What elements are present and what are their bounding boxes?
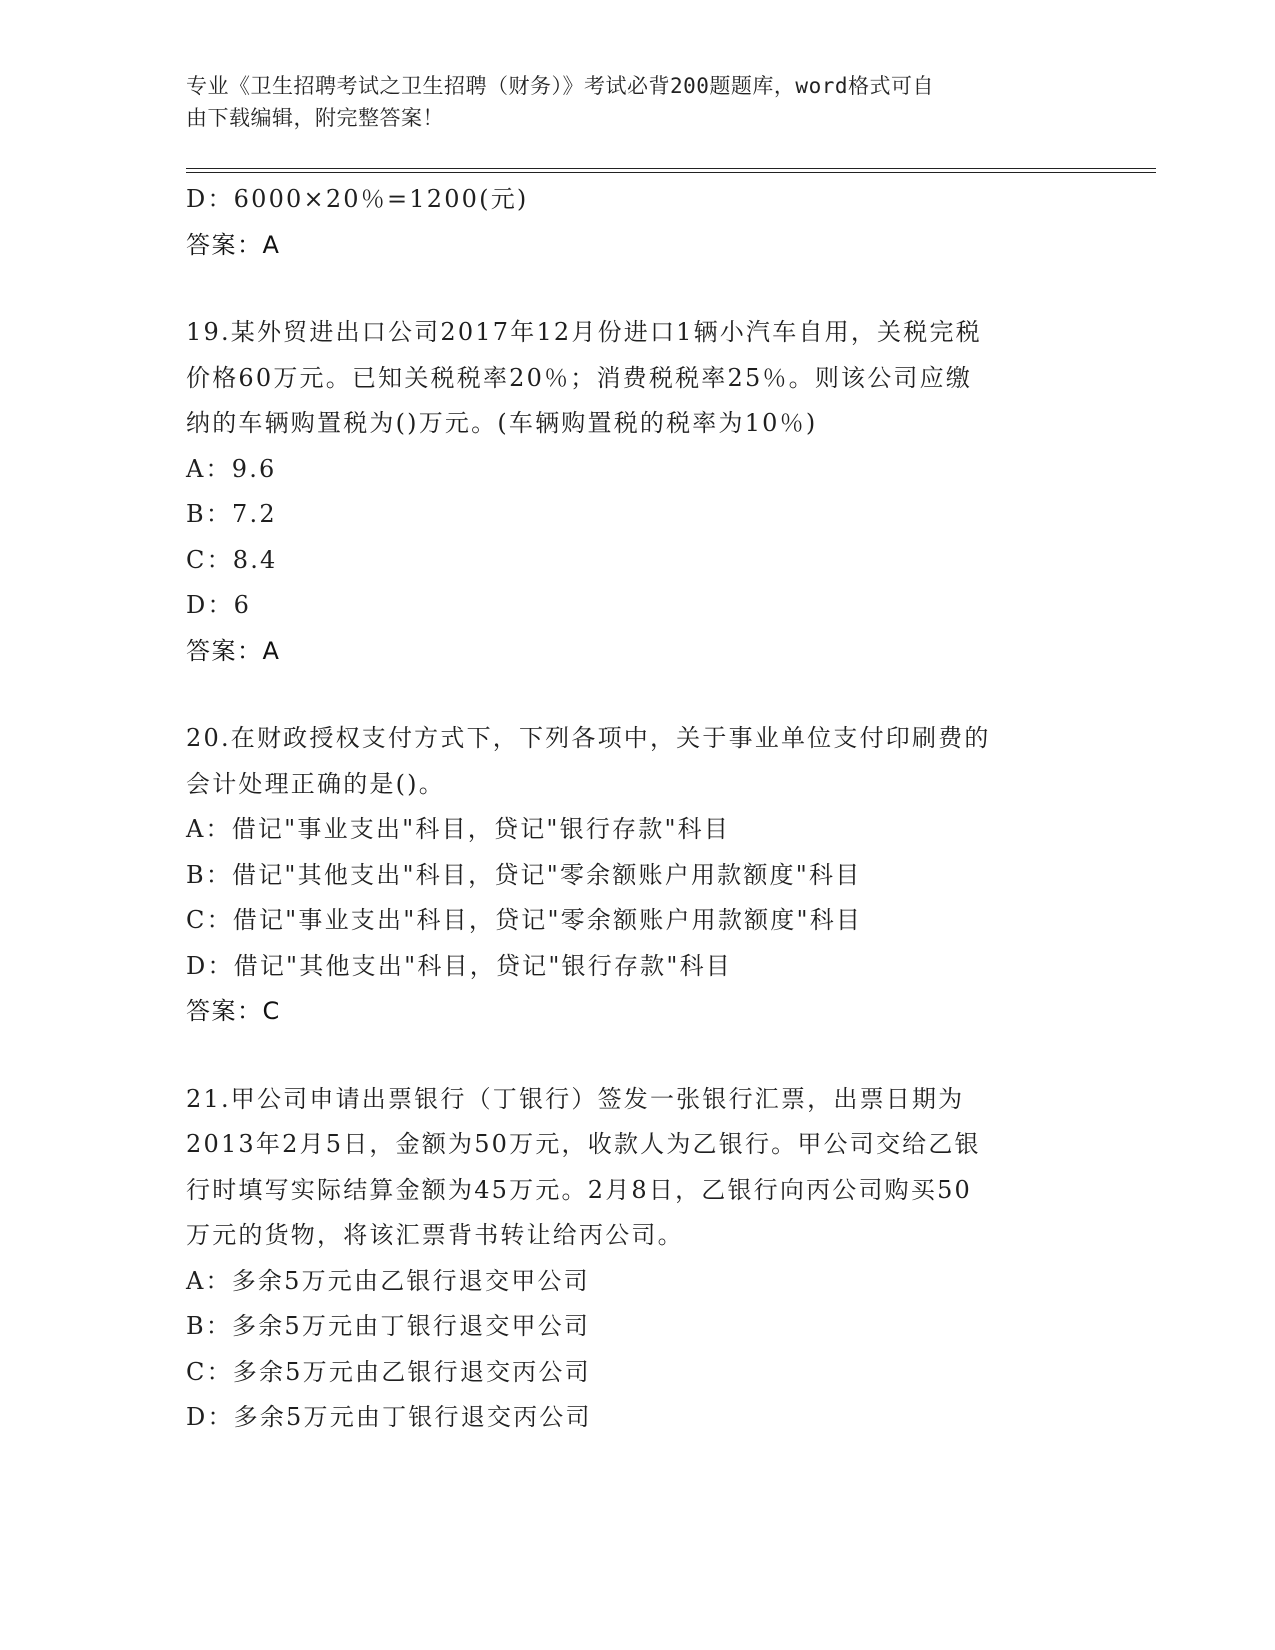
question-20-option-d: D：借记"其他支出"科目，贷记"银行存款"科目	[186, 951, 732, 980]
question-20-option-b: B：借记"其他支出"科目，贷记"零余额账户用款额度"科目	[186, 860, 862, 889]
question-19-option-c: C：8.4	[186, 545, 278, 574]
question-20-option-c: C：借记"事业支出"科目，贷记"零余额账户用款额度"科目	[186, 906, 863, 934]
question-21-option-a: A：多余5万元由乙银行退交甲公司	[186, 1266, 590, 1295]
header-title-line-1: 专业《卫生招聘考试之卫生招聘（财务）》考试必背200题题库，word格式可自	[186, 74, 934, 98]
question-20-text-line: 20.在财政授权支付方式下，下列各项中，关于事业单位支付印刷费的	[186, 724, 991, 752]
question-19-text-line: 纳的车辆购置税为()万元。(车辆购置税的税率为10％)	[186, 409, 818, 437]
question-19-text-line: 价格60万元。已知关税税率20％；消费税税率25％。则该公司应缴	[186, 363, 973, 392]
header-title-line-2: 由下载编辑，附完整答案！	[186, 106, 444, 130]
document-header	[186, 70, 1066, 134]
question-21-text-line: 21.甲公司申请出票银行（丁银行）签发一张银行汇票，出票日期为	[186, 1084, 965, 1113]
question-21-option-b: B：多余5万元由丁银行退交甲公司	[186, 1312, 591, 1340]
question-19	[186, 310, 1156, 674]
question-20-answer: 答案：C	[186, 997, 281, 1025]
question-21-text-line: 行时填写实际结算金额为45万元。2月8日，乙银行向丙公司购买50	[186, 1175, 973, 1204]
header-divider	[186, 168, 1156, 173]
prev-option-d: D：6000×20％=1200(元)	[186, 185, 529, 213]
question-21	[186, 1077, 1156, 1441]
question-21-text-line: 2013年2月5日，金额为50万元，收款人为乙银行。甲公司交给乙银	[186, 1130, 981, 1158]
question-19-text-line: 19.某外贸进出口公司2017年12月份进口1辆小汽车自用，关税完税	[186, 318, 982, 346]
question-19-option-a: A：9.6	[186, 454, 277, 483]
question-19-answer: 答案：A	[186, 636, 281, 665]
question-19-option-b: B：7.2	[186, 500, 277, 528]
question-21-option-d: D：多余5万元由丁银行退交丙公司	[186, 1403, 592, 1431]
prev-answer: 答案：A	[186, 230, 281, 259]
question-21-text-line: 万元的货物，将该汇票背书转让给丙公司。	[186, 1221, 684, 1249]
question-20-text-line: 会计处理正确的是()。	[186, 769, 445, 798]
question-20	[186, 716, 1156, 1035]
question-20-option-a: A：借记"事业支出"科目，贷记"银行存款"科目	[186, 815, 731, 843]
question-21-option-c: C：多余5万元由乙银行退交丙公司	[186, 1357, 591, 1386]
question-19-option-d: D：6	[186, 591, 252, 619]
document-page	[186, 70, 1156, 1441]
